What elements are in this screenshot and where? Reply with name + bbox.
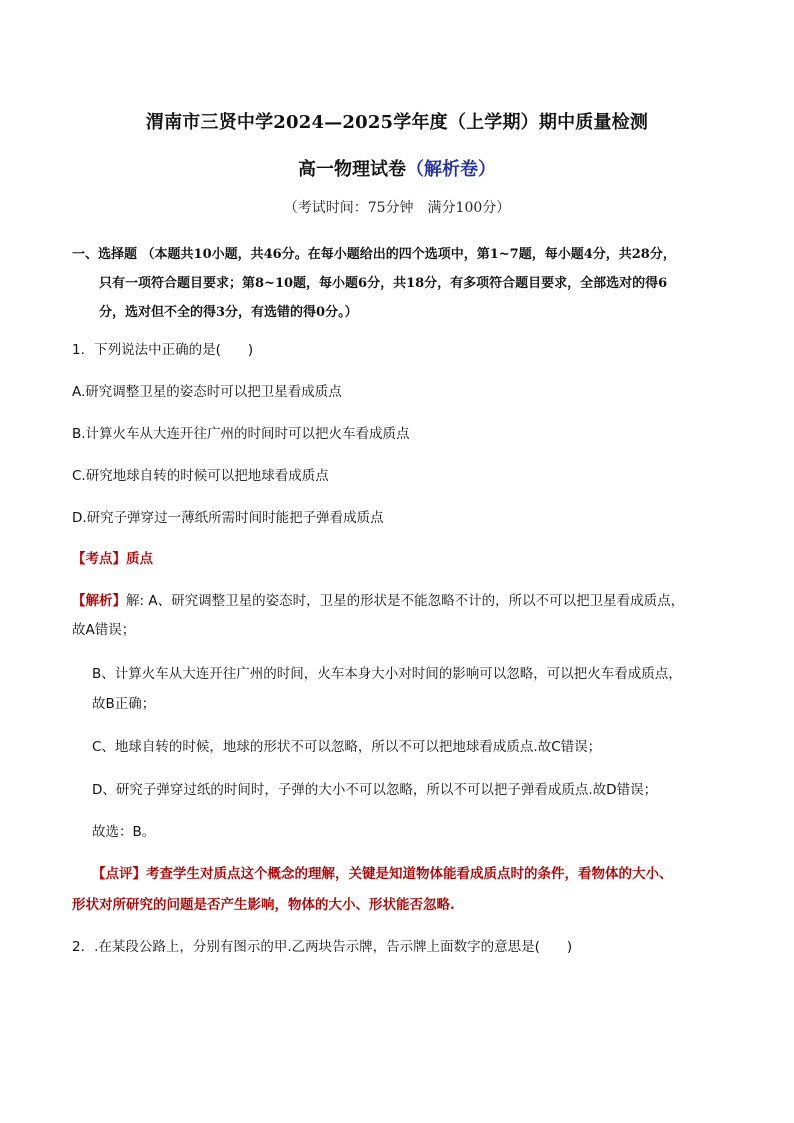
subtitle-main: 高一物理试卷 [298,159,406,180]
dianping-line-2-row [72,893,455,913]
section-line-1: 一、选择题 （本题共10小题，共46分。在每小题给出的四个选项中，第1~7题，每小题4分，共28分， [72,247,676,262]
dianping-label: 【点评】 [92,866,146,882]
answer-line: 故选：B。 [92,824,156,840]
question-1-option-d: D.研究子弹穿过一薄纸所需时间时能把子弹看成质点 [72,510,384,526]
analysis-c-line: C、地球自转的时候，地球的形状不可以忽略，所以不可以把地球看成质点.故C错误； [92,739,602,755]
page-title: 渭南市三贤中学2024—2025学年度（上学期）期中质量检测 [145,112,649,133]
question-1-option-c: C.研究地球自转的时候可以把地球看成质点 [72,468,329,484]
kaodian-text: 质点 [126,551,153,567]
question-2-stem: 2．.在某段公路上，分别有图示的甲.乙两块告示牌，告示牌上面数字的意思是( ) [72,939,573,955]
section-instructions [72,240,732,327]
kaodian-row [72,547,153,567]
dianping-line-2: 形状对所研究的问题是否产生影响，物体的大小、形状能否忽略. [72,897,455,913]
question-1-option-b: B.计算火车从大连开往广州的时间时可以把火车看成质点 [72,426,410,442]
jiexi-row [72,589,684,609]
analysis-b-line-1: B、计算火车从大连开往广州的时间，火车本身大小对时间的影响可以忽略，可以把火车看成质点， [92,666,682,682]
question-1-stem: 1．下列说法中正确的是( ) [72,342,254,358]
analysis-d-line: D、研究子弹穿过纸的时间时，子弹的大小不可以忽略，所以不可以把子弹看成质点.故D错误； [92,782,658,798]
jiexi-line-1: 解: A、研究调整卫星的姿态时，卫星的形状是不能忽略不计的，所以不可以把卫星看成质点， [126,593,685,609]
subtitle-tag: （解析卷） [406,159,496,180]
question-1-option-a: A.研究调整卫星的姿态时可以把卫星看成质点 [72,384,342,400]
dianping-row [92,862,673,882]
jiexi-line-2: 故A错误； [72,622,136,638]
kaodian-label: 【考点】 [72,551,126,567]
page-subtitle [0,155,794,181]
analysis-b-line-2: 故B正确； [92,696,156,712]
exam-info: （考试时间：75分钟 满分100分） [283,200,511,216]
jiexi-label: 【解析】 [72,593,126,609]
dianping-line-1: 考查学生对质点这个概念的理解，关键是知道物体能看成质点时的条件，看物体的大小、 [146,866,673,882]
section-line-2: 只有一项符合题目要求；第8~10题，每小题6分，共18分，有多项符合题目要求，全部选对的得6 [99,276,668,291]
section-line-3: 分，选对但不全的得3分，有选错的得0分。） [99,305,358,320]
